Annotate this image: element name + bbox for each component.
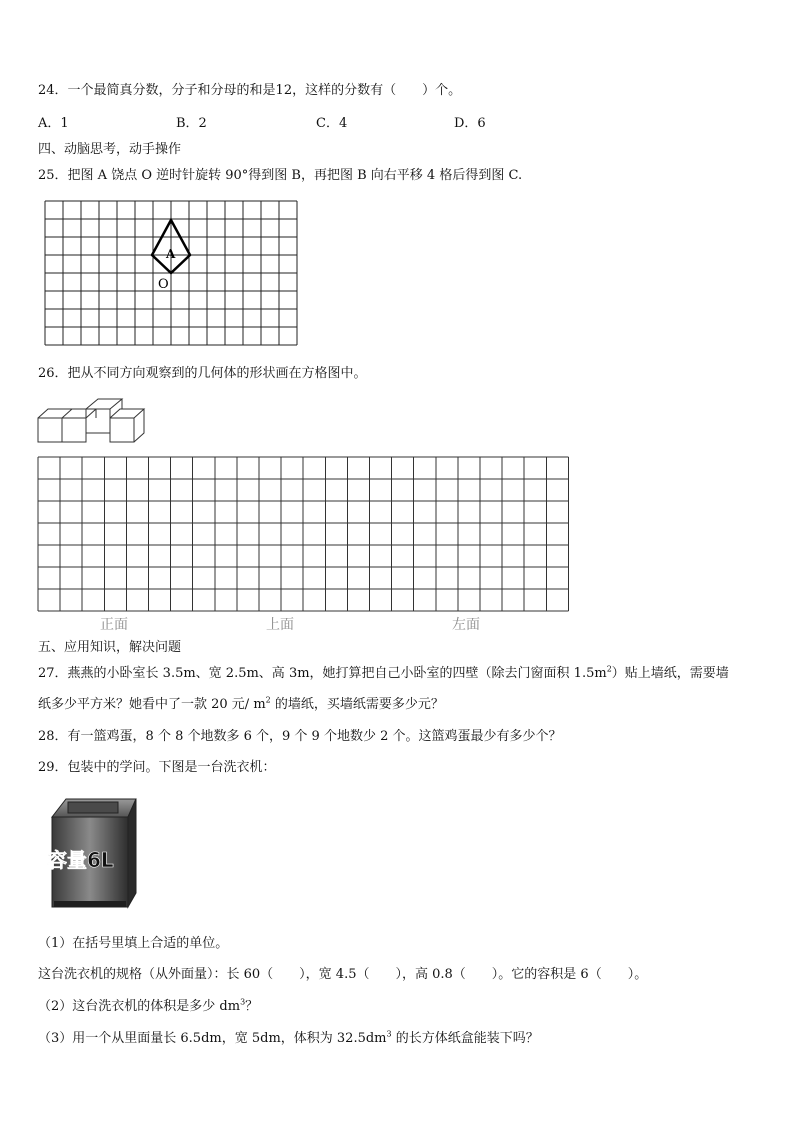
question-29-sub2: （2）这台洗衣机的体积是多少 $dm^3$？	[38, 997, 259, 1014]
question-27-line-2: 纸多少平方米？她看中了一款 20 元/ $m^2$ 的墙纸，买墙纸需要多少元？	[38, 695, 444, 712]
capacity-label: 容量6L	[47, 848, 114, 872]
q26-grid[interactable]	[37, 456, 569, 612]
question-28-text: 28．有一篮鸡蛋，8 个 8 个地数多 6 个，9 个 9 个地数少 2 个。这篮鸡蛋最少有多少个？	[38, 729, 562, 744]
top-view-label: 上面	[266, 617, 294, 633]
question-26-text: 26．把从不同方向观察到的几何体的形状画在方格图中。	[38, 366, 367, 381]
q24-option-a[interactable]: A．1	[38, 116, 69, 131]
washing-machine-image	[44, 795, 140, 911]
question-29-sub3: （3）用一个从里面量长 6.5dm，宽 5dm，体积为 $32.5dm^3$ 的长方体纸盒能装下吗？	[38, 1029, 539, 1046]
figure-a-label: A	[166, 247, 176, 261]
question-25-text: 25．把图 A 饶点 O 逆时针旋转 90°得到图 B，再把图 B 向右平移 4 格后得到图 C.	[38, 168, 523, 183]
question-29-sub1-specs: 这台洗衣机的规格（从外面量）：长 60（ ），宽 4.5（ ），高 0.8（ ）。它的容积是 6（ ）。	[38, 967, 648, 982]
point-o-label: O	[158, 277, 169, 292]
left-view-label: 左面	[452, 617, 480, 633]
question-29-text: 29．包装中的学问。下图是一台洗衣机：	[38, 760, 276, 775]
section-5-heading: 五、应用知识，解决问题	[38, 640, 182, 655]
q24-option-b[interactable]: B．2	[176, 116, 207, 131]
front-view-label: 正面	[100, 617, 128, 633]
q24-option-d[interactable]: D．6	[454, 116, 486, 131]
q26-solid-figure	[36, 393, 156, 443]
question-29-sub1: （1）在括号里填上合适的单位。	[38, 936, 229, 951]
q25-grid[interactable]	[44, 200, 300, 346]
question-27-line-1: 27．燕燕的小卧室长 3.5m、宽 2.5m、高 3m，她打算把自己小卧室的四壁（除去门窗面积 $1.5m^2$）贴上墙纸，需要墙	[38, 664, 729, 681]
section-4-heading: 四、动脑思考，动手操作	[38, 142, 182, 157]
q24-option-c[interactable]: C．4	[316, 116, 348, 131]
question-24-text: 24．一个最简真分数，分子和分母的和是12，这样的分数有（ ）个。	[38, 83, 462, 98]
